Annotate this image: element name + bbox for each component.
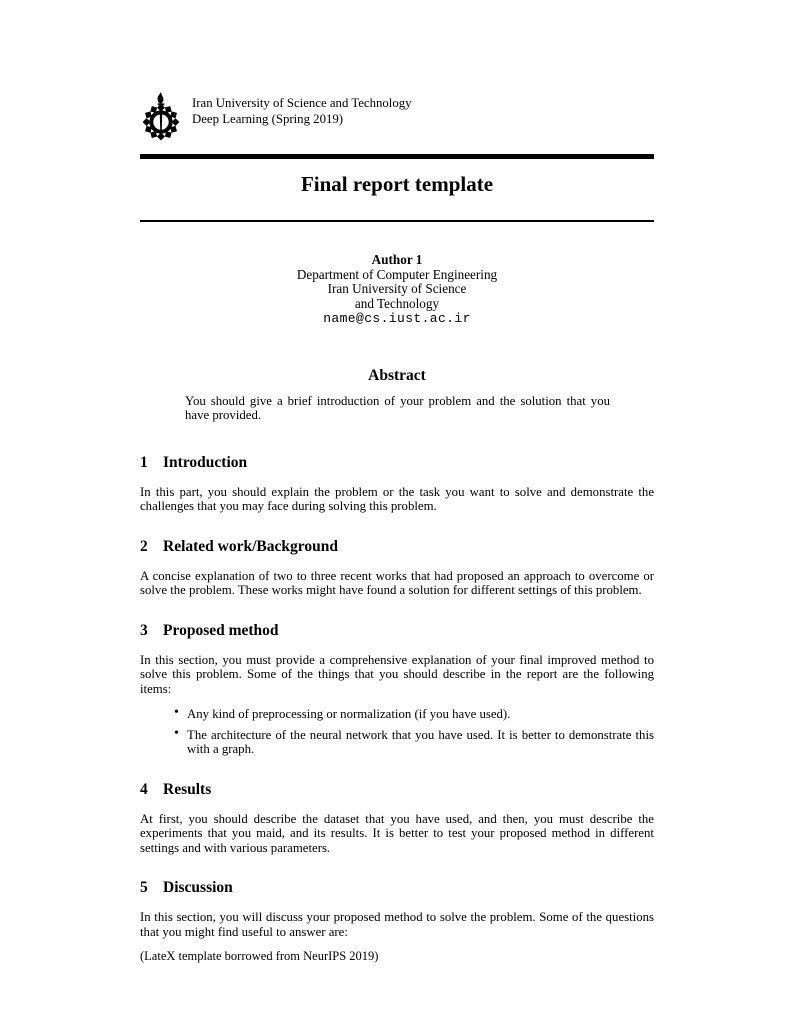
course-name: Deep Learning (Spring 2019) (192, 111, 344, 126)
section-body-introduction: In this part, you should explain the problem or the task you want to solve and demonstrate the challenges that you may face during solving this problem. (140, 484, 654, 513)
header-thick-rule (140, 154, 654, 159)
iust-gear-torch-logo-icon (140, 90, 182, 141)
section-title: Proposed method (163, 621, 279, 639)
university-header (140, 90, 654, 141)
abstract-text: You should give a brief introduction of your problem and the solution that you have provided. (185, 393, 610, 422)
university-header-text (192, 90, 412, 127)
author-affiliation-line: Iran University of Science (327, 281, 467, 296)
section-heading-results (140, 781, 654, 799)
section-title: Related work/Background (163, 537, 338, 555)
title-thin-rule (140, 220, 654, 222)
section-heading-introduction (140, 454, 654, 472)
section-number: 4 (140, 780, 148, 798)
section-body-proposed-method: In this section, you must provide a comprehensive explanation of your final improved method to solve this problem. Some of the things that you should describe in the report are the following items: (140, 652, 654, 696)
author-affiliation-line: Department of Computer Engineering (296, 266, 498, 282)
footer-note: (LateX template borrowed from NeurIPS 2019) (140, 949, 379, 963)
university-name: Iran University of Science and Technology (192, 96, 412, 110)
author-block (140, 253, 654, 327)
author-affiliation-line: and Technology (354, 295, 440, 311)
section-number: 5 (140, 879, 148, 896)
section-title: Discussion (163, 879, 233, 896)
document-content (140, 0, 654, 939)
section-body-results: At first, you should describe the dataset that you have used, and then, you must describe the experiments that you maid, and its results. It is better to test your proposed method in different settings and with various parameters. (140, 811, 654, 855)
abstract-heading: Abstract (368, 366, 426, 384)
bullet-item-preprocessing: • Any kind of preprocessing or normalization (if you have used). (140, 707, 654, 722)
author-name: Author 1 (371, 252, 423, 267)
section-heading-proposed-method (140, 622, 654, 640)
section-number: 1 (140, 453, 148, 471)
proposed-method-bullet-list (140, 707, 654, 757)
section-body-discussion: In this section, you will discuss your proposed method to solve the problem. Some of the questions that you might find useful to answer are: (140, 910, 654, 939)
section-heading-related-work (140, 538, 654, 556)
section-number: 2 (140, 537, 148, 555)
section-body-related-work: A concise explanation of two to three recent works that had proposed an approach to overcome or solve the problem. These works might have found a solution for different settings of this problem. (140, 568, 654, 597)
section-title: Introduction (163, 453, 248, 471)
author-email: name@cs.iust.ac.ir (323, 311, 471, 326)
section-heading-discussion (140, 879, 654, 897)
section-title: Results (163, 780, 212, 798)
page-title: Final report template (300, 172, 494, 196)
bullet-item-architecture: • The architecture of the neural network that you have used. It is better to demonstrate this with a graph. (140, 728, 654, 757)
section-number: 3 (140, 621, 148, 639)
